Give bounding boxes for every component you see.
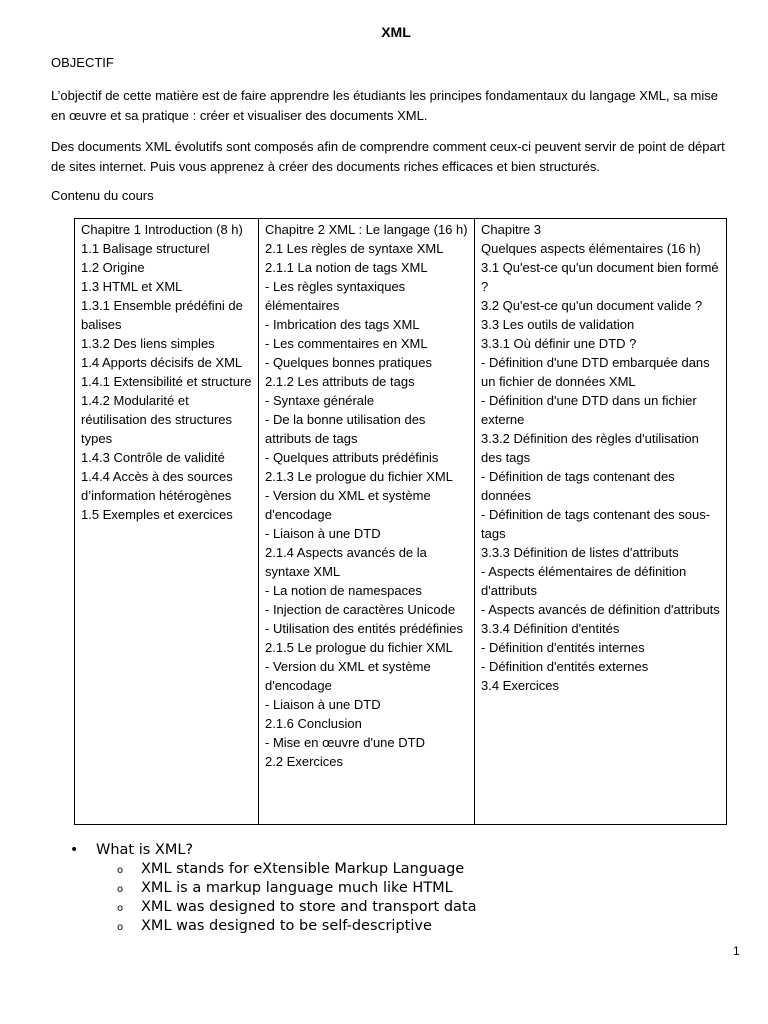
xml-bullet-list — [70, 842, 476, 937]
table-cell-line: 2.1 Les règles de syntaxe XML — [265, 241, 444, 256]
table-cell-line: - Définition d'entités internes — [481, 640, 645, 655]
bullet-icon: • — [70, 842, 79, 858]
objectif-heading: OBJECTIF — [51, 55, 114, 70]
table-cell-line: 1.3 HTML et XML — [81, 279, 183, 294]
table-cell-line: - Quelques attributs prédéfinis — [265, 450, 439, 465]
table-cell-line: 1.4.4 Accès à des sources d’information hétérogènes — [81, 469, 233, 503]
table-cell-line: 3.1 Qu'est-ce qu'un document bien formé ? — [481, 260, 719, 294]
table-cell-line: - Liaison à une DTD — [265, 526, 381, 541]
circle-bullet-icon: o — [117, 865, 124, 876]
course-table — [74, 218, 727, 825]
table-cell-line: 1.3.1 Ensemble prédéfini de balises — [81, 298, 243, 332]
objective-paragraph: L’objectif de cette matière est de faire apprendre les étudiants les principes fondamentaux du langage XML, sa mise en œuvre et sa pratique : créer et visualiser des documents XML. — [51, 88, 719, 123]
table-cell-line: 1.5 Exemples et exercices — [81, 507, 233, 522]
table-cell-line: - La notion de namespaces — [265, 583, 422, 598]
sub-item-text: XML is a markup language much like HTML — [141, 880, 453, 896]
page-number: 1 — [733, 944, 740, 958]
circle-bullet-icon: o — [117, 922, 124, 933]
table-row — [75, 219, 727, 825]
table-cell-line: 3.3.3 Définition de listes d'attributs — [481, 545, 679, 560]
circle-bullet-icon: o — [117, 884, 124, 895]
sub-list-item — [117, 918, 476, 937]
table-cell-line: - Définition d'une DTD embarquée dans un fichier de données XML — [481, 355, 710, 389]
sub-list — [117, 861, 476, 937]
table-cell-line: - Mise en œuvre d'une DTD — [265, 735, 425, 750]
table-cell-line: 1.4.3 Contrôle de validité — [81, 450, 225, 465]
table-cell-line: 2.2 Exercices — [265, 754, 344, 769]
table-cell-line: - Liaison à une DTD — [265, 697, 381, 712]
table-cell-line: 3.3.1 Où définir une DTD ? — [481, 336, 637, 351]
table-cell-line: Chapitre 3 — [481, 222, 541, 237]
sub-list-item — [117, 880, 476, 899]
table-cell-line: 3.3.2 Définition des règles d'utilisation des tags — [481, 431, 699, 465]
table-cell-line: - Les commentaires en XML — [265, 336, 428, 351]
table-cell-line: - Version du XML et système d'encodage — [265, 659, 431, 693]
table-cell-line: 3.2 Qu'est-ce qu'un document valide ? — [481, 298, 703, 313]
sub-item-text: XML stands for eXtensible Markup Language — [141, 861, 465, 877]
table-cell-line: - Quelques bonnes pratiques — [265, 355, 432, 370]
table-cell-line: 1.2 Origine — [81, 260, 145, 275]
bullet-main-text: What is XML? — [96, 842, 194, 858]
table-cell-line: Chapitre 2 XML : Le langage (16 h) — [265, 222, 468, 237]
chapter-2-cell — [259, 219, 475, 825]
sub-list-item — [117, 861, 476, 880]
table-cell-line: 3.3 Les outils de validation — [481, 317, 635, 332]
page-title: XML — [381, 24, 411, 40]
table-cell-line: 1.4.1 Extensibilité et structure — [81, 374, 252, 389]
table-cell-line: 2.1.6 Conclusion — [265, 716, 362, 731]
table-cell-line: 3.3.4 Définition d'entités — [481, 621, 620, 636]
table-cell-line: - De la bonne utilisation des attributs de tags — [265, 412, 426, 446]
table-cell-line: 1.4.2 Modularité et réutilisation des structures types — [81, 393, 233, 446]
table-cell-line: - Définition de tags contenant des données — [481, 469, 675, 503]
table-cell-line: - Définition de tags contenant des sous-tags — [481, 507, 711, 541]
table-cell-line: - Injection de caractères Unicode — [265, 602, 456, 617]
table-cell-line: - Définition d'entités externes — [481, 659, 649, 674]
chapter-1-cell — [75, 219, 259, 825]
table-cell-line: 2.1.1 La notion de tags XML — [265, 260, 428, 275]
sub-list-item — [117, 899, 476, 918]
table-cell-line: 1.4 Apports décisifs de XML — [81, 355, 243, 370]
table-cell-line: 2.1.3 Le prologue du fichier XML — [265, 469, 453, 484]
sub-item-text: XML was designed to be self-descriptive — [141, 918, 432, 934]
table-cell-line: - Les règles syntaxiques élémentaires — [265, 279, 406, 313]
table-cell-line: - Aspects avancés de définition d'attributs — [481, 602, 720, 617]
course-content-heading: Contenu du cours — [51, 188, 154, 203]
table-cell-line: 2.1.5 Le prologue du fichier XML — [265, 640, 453, 655]
table-cell-line: 2.1.4 Aspects avancés de la syntaxe XML — [265, 545, 427, 579]
chapter-3-cell — [475, 219, 727, 825]
table-cell-line: - Aspects élémentaires de définition d'attributs — [481, 564, 687, 598]
table-cell-line: - Version du XML et système d'encodage — [265, 488, 431, 522]
circle-bullet-icon: o — [117, 903, 124, 914]
table-cell-line: Chapitre 1 Introduction (8 h) — [81, 222, 243, 237]
table-cell-line: 2.1.2 Les attributs de tags — [265, 374, 415, 389]
description-paragraph: Des documents XML évolutifs sont composés afin de comprendre comment ceux-ci peuvent servir de point de départ de sites internet. Puis vous apprenez à créer des documents riches efficaces et bien structurés. — [51, 139, 725, 174]
list-item — [70, 842, 476, 861]
table-cell-line: 1.1 Balisage structurel — [81, 241, 210, 256]
table-cell-line: 1.3.2 Des liens simples — [81, 336, 215, 351]
table-cell-line: Quelques aspects élémentaires (16 h) — [481, 241, 701, 256]
table-cell-line: - Imbrication des tags XML — [265, 317, 420, 332]
table-cell-line: - Syntaxe générale — [265, 393, 375, 408]
table-cell-line: 3.4 Exercices — [481, 678, 560, 693]
table-cell-line: - Définition d'une DTD dans un fichier externe — [481, 393, 697, 427]
table-cell-line: - Utilisation des entités prédéfinies — [265, 621, 463, 636]
sub-item-text: XML was designed to store and transport data — [141, 899, 477, 915]
